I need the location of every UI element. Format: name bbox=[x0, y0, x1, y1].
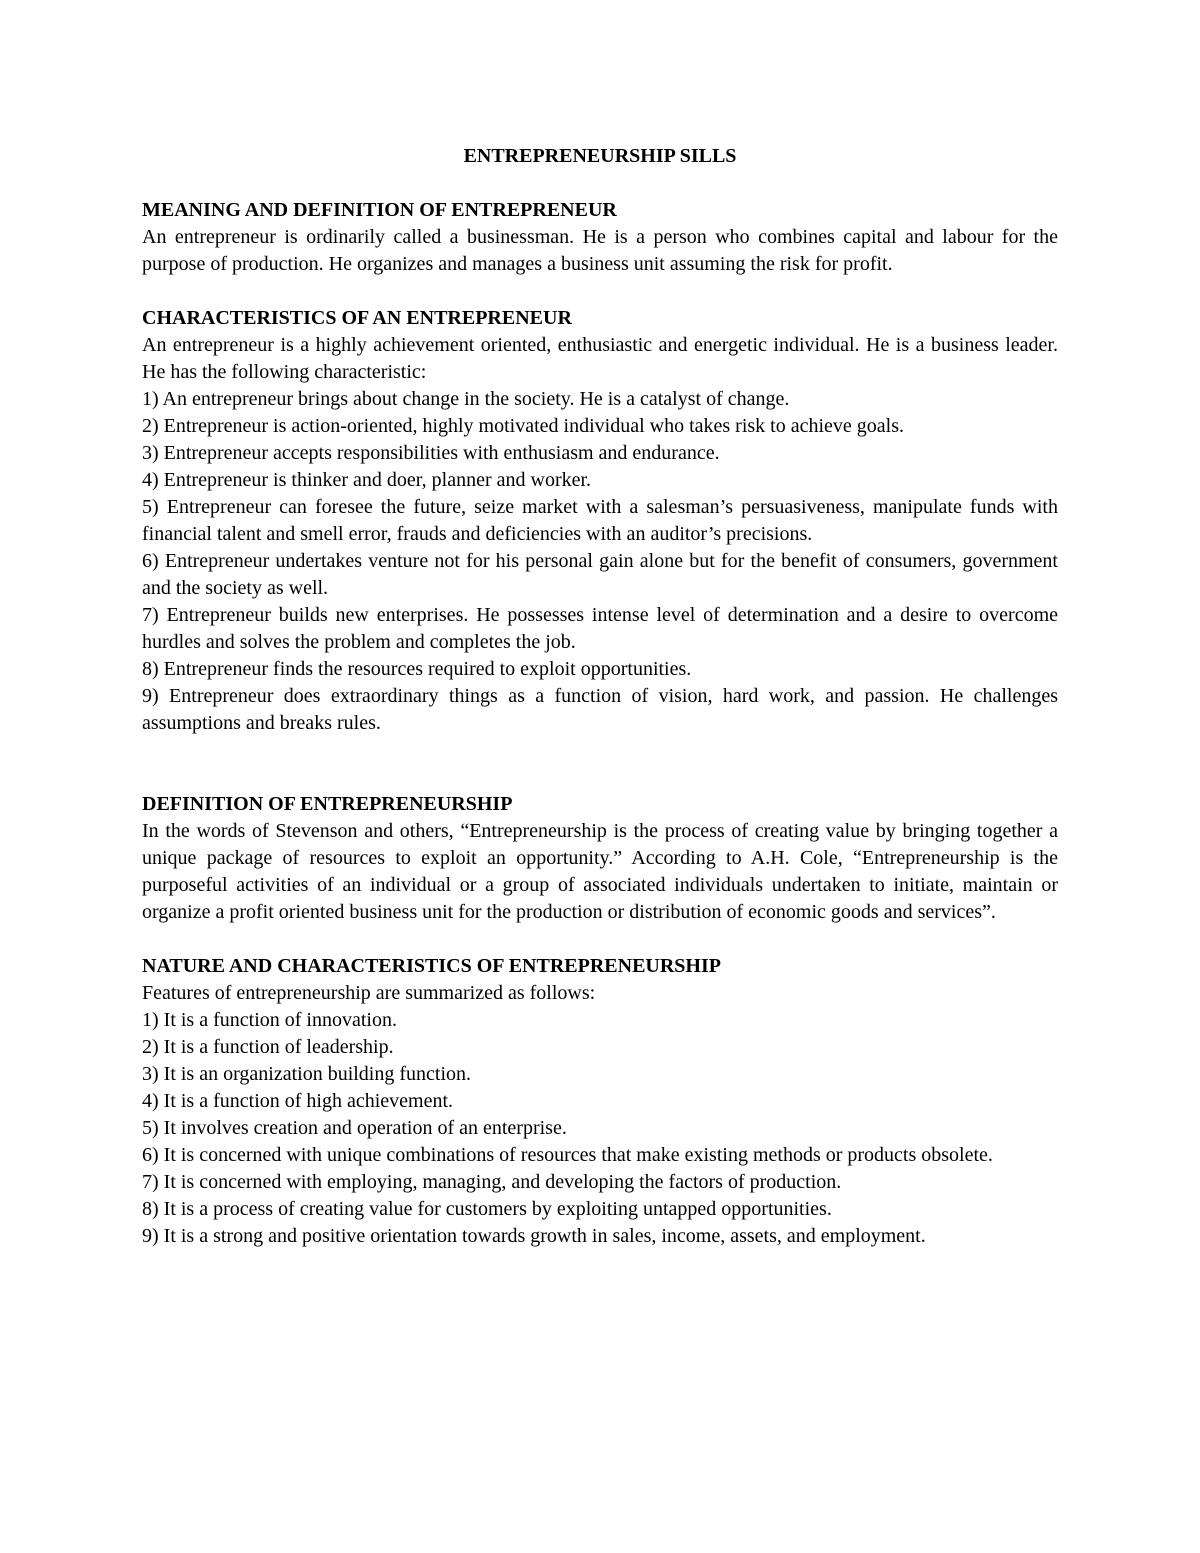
list-item: 7) Entrepreneur builds new enterprises. He possesses intense level of determination and a desire to overcome hurdles and solves the problem and completes the job. bbox=[142, 604, 1058, 653]
list-item: 1) An entrepreneur brings about change in the society. He is a catalyst of change. bbox=[142, 388, 790, 410]
list-item: 8) It is a process of creating value for customers by exploiting untapped opportunities. bbox=[142, 1198, 832, 1220]
list-item: 2) Entrepreneur is action-oriented, highly motivated individual who takes risk to achieve goals. bbox=[142, 415, 905, 437]
list-item: 4) Entrepreneur is thinker and doer, planner and worker. bbox=[142, 469, 592, 491]
list-item: 6) Entrepreneur undertakes venture not for his personal gain alone but for the benefit of consumers, government and the society as well. bbox=[142, 550, 1058, 599]
list-item: 9) It is a strong and positive orientation towards growth in sales, income, assets, and employment. bbox=[142, 1225, 926, 1247]
section-characteristics-entrepreneur bbox=[142, 305, 1058, 737]
list-item: 3) It is an organization building function. bbox=[142, 1063, 472, 1085]
section-definition-entrepreneurship bbox=[142, 791, 1058, 926]
section-paragraph: Features of entrepreneurship are summarized as follows: bbox=[142, 982, 596, 1004]
list-item: 4) It is a function of high achievement. bbox=[142, 1090, 454, 1112]
list-item: 5) Entrepreneur can foresee the future, seize market with a salesman’s persuasiveness, manipulate funds with financial talent and smell error, frauds and deficiencies with an auditor’s precisions. bbox=[142, 496, 1058, 545]
document-title: ENTREPRENEURSHIP SILLS bbox=[463, 145, 737, 167]
section-heading: DEFINITION OF ENTREPRENEURSHIP bbox=[142, 793, 513, 815]
list-item: 3) Entrepreneur accepts responsibilities with enthusiasm and endurance. bbox=[142, 442, 720, 464]
section-paragraph: An entrepreneur is ordinarily called a businessman. He is a person who combines capital and labour for the purpose of production. He organizes and manages a business unit assuming the risk for profit. bbox=[142, 226, 1058, 275]
characteristics-list bbox=[142, 386, 1058, 737]
list-item: 6) It is concerned with unique combinations of resources that make existing methods or products obsolete. bbox=[142, 1144, 993, 1166]
features-list bbox=[142, 1007, 1058, 1250]
list-item: 1) It is a function of innovation. bbox=[142, 1009, 397, 1031]
section-heading: NATURE AND CHARACTERISTICS OF ENTREPRENEURSHIP bbox=[142, 955, 721, 977]
document-page bbox=[142, 143, 1058, 1277]
list-item: 8) Entrepreneur finds the resources required to exploit opportunities. bbox=[142, 658, 692, 680]
list-item: 9) Entrepreneur does extraordinary things as a function of vision, hard work, and passion. He challenges assumptions and breaks rules. bbox=[142, 685, 1058, 734]
section-meaning bbox=[142, 197, 1058, 278]
list-item: 5) It involves creation and operation of an enterprise. bbox=[142, 1117, 567, 1139]
section-paragraph: In the words of Stevenson and others, “Entrepreneurship is the process of creating value by bringing together a unique package of resources to exploit an opportunity.” According to A.H. Cole, “Entrepreneurship is the purposeful activities of an individual or a group of associated individuals undertaken to initiate, maintain or organize a profit oriented business unit for the production or distribution of economic goods and services”. bbox=[142, 820, 1058, 923]
section-paragraph: An entrepreneur is a highly achievement oriented, enthusiastic and energetic individual. He is a business leader. He has the following characteristic: bbox=[142, 334, 1058, 383]
section-nature-entrepreneurship bbox=[142, 953, 1058, 1250]
list-item: 2) It is a function of leadership. bbox=[142, 1036, 394, 1058]
section-heading: CHARACTERISTICS OF AN ENTREPRENEUR bbox=[142, 307, 572, 329]
section-heading: MEANING AND DEFINITION OF ENTREPRENEUR bbox=[142, 199, 617, 221]
list-item: 7) It is concerned with employing, managing, and developing the factors of production. bbox=[142, 1171, 842, 1193]
